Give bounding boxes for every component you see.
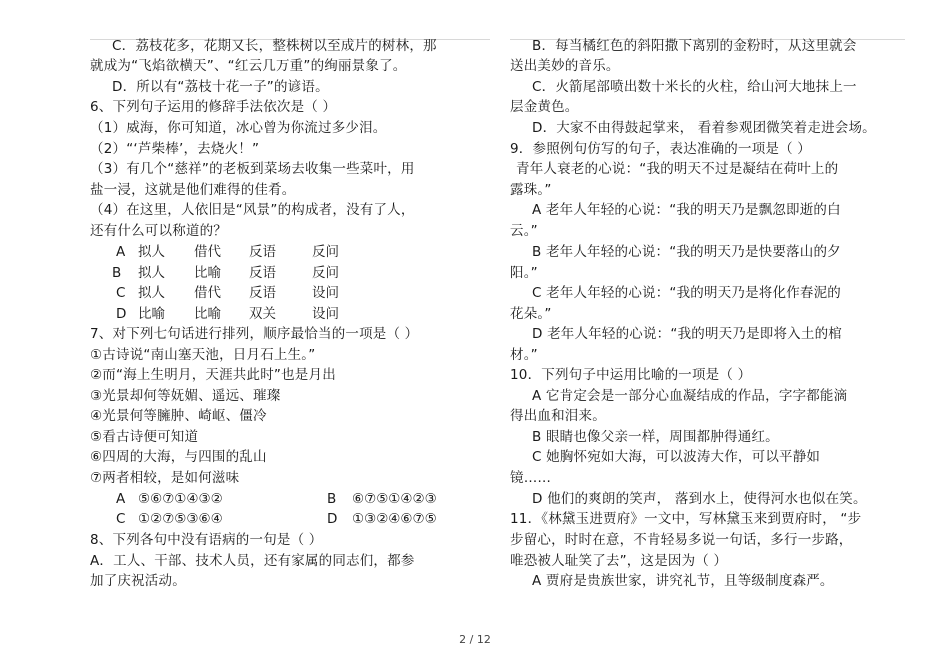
text-line: B 老年人年轻的心说：“我的明天乃是快要落山的夕 [532, 244, 841, 260]
text-line: （1）威海，你可知道，冰心曾为你流过多少泪。 [90, 120, 387, 136]
text-line: ⑤看古诗便可知道 [90, 429, 199, 445]
text-line: D．所以有“荔枝十花一子”的谚语。 [112, 79, 329, 95]
text-line: （2）“‘芦柴棒’，去烧火！” [90, 141, 260, 157]
text-line: 镜…… [510, 470, 552, 486]
text-line: 还有什么可以称道的？ [90, 223, 227, 239]
text-line: 云。” [510, 223, 538, 239]
text-line: 青年人衰老的心说：“我的明天不过是凝结在荷叶上的 [516, 161, 839, 177]
text-line: 加了庆祝活动。 [90, 573, 186, 589]
text-line: B．每当橘红色的斜阳撒下离别的金粉时，从这里就会 [532, 38, 857, 54]
text-line: 阳。” [510, 265, 538, 281]
question-6: 6、下列句子运用的修辞手法依次是（ ） [90, 99, 337, 115]
text-line: C．火箭尾部喷出数十米长的火柱，给山河大地抹上一 [532, 79, 857, 95]
text-line: 露珠。” [510, 182, 552, 198]
text-line: 得出血和泪来。 [510, 408, 606, 424]
text-line: A 老年人年轻的心说：“我的明天乃是飘忽即逝的白 [532, 202, 841, 218]
text-line: 步留心，时时在意，不肯轻易多说一句话，多行一步路， [510, 532, 853, 548]
question-8: 8、下列各句中没有语病的一句是（ ） [90, 532, 323, 548]
text-line: （3）有几个“慈祥”的老板到菜场去收集一些菜叶，用 [90, 161, 415, 177]
text-line: 花朵。” [510, 306, 552, 322]
text-line: ⑥四周的大海，与四围的乱山 [90, 449, 267, 465]
text-line: 唯恐被人耻笑了去”，这是因为（ ） [510, 553, 728, 569]
text-line: ⑦两者相较，是如何滋味 [90, 470, 240, 486]
text-line: ④光景何等臃肿、崎岖、僵冷 [90, 408, 267, 424]
question-11: 11．《林黛玉进贾府》一文中，写林黛玉来到贾府时， “步 [510, 511, 862, 527]
text-line: D 他们的爽朗的笑声， 落到水上，使得河水也似在笑。 [532, 491, 867, 507]
text-line: 材。” [510, 347, 538, 363]
text-line: ③光景却何等妩媚、遥远、璀璨 [90, 388, 281, 404]
text-line: A．工人、干部、技术人员，还有家属的同志们，都参 [90, 553, 415, 569]
page-number: 2 / 12 [459, 633, 491, 646]
text-line: ①古诗说“南山塞天池，日月石上生。” [90, 347, 316, 363]
question-9: 9．参照例句仿写的句子，表达准确的一项是（ ） [510, 141, 811, 157]
text-line: D 老年人年轻的心说：“我的明天乃是即将入土的棺 [532, 326, 842, 342]
text-line: 送出美妙的音乐。 [510, 58, 620, 74]
text-line: A 贾府是贵族世家，讲究礼节，且等级制度森严。 [532, 573, 834, 589]
question-7: 7、对下列七句话进行排列，顺序最恰当的一项是（ ） [90, 326, 419, 342]
text-line: 盐一浸，这就是他们难得的佳肴。 [90, 182, 296, 198]
text-line: 层金黄色。 [510, 99, 579, 115]
text-line: C 老年人年轻的心说：“我的明天乃是将化作春泥的 [532, 285, 842, 301]
text-line: D．大家不由得鼓起掌来， 看着参观团微笑着走进会场。 [532, 120, 876, 136]
text-line: ②而“海上生明月，天涯共此时”也是月出 [90, 367, 336, 383]
question-10: 10．下列句子中运用比喻的一项是（ ） [510, 367, 752, 383]
text-line: B 眼睛也像父亲一样，周围都肿得通红。 [532, 429, 779, 445]
text-line: C．荔枝花多，花期又长，整株树以至成片的树林，那 [112, 38, 437, 54]
text-line: （4）在这里，人依旧是“风景”的构成者，没有了人， [90, 202, 415, 218]
text-line: 就成为“飞焰欲横天”、“红云几万重”的绚丽景象了。 [90, 58, 407, 74]
text-line: C 她胸怀宛如大海，可以波涛大作，可以平静如 [532, 449, 821, 465]
text-line: A 它肯定会是一部分心血凝结成的作品，字字都能滴 [532, 388, 848, 404]
